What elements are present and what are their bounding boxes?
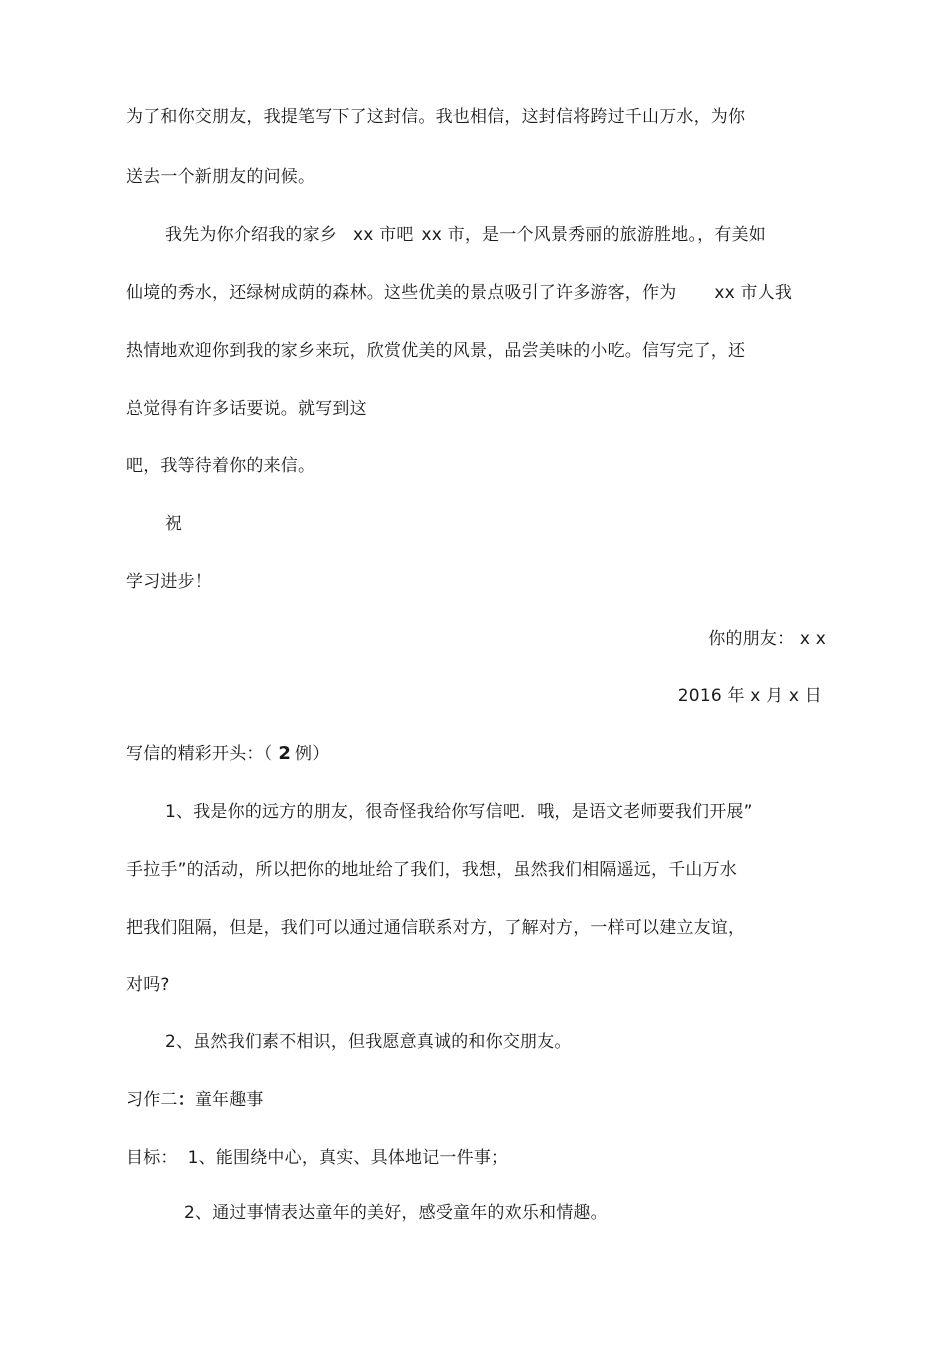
letter-paragraph-2-line-1 bbox=[165, 224, 766, 246]
intro-text: 我先为你介绍我的家乡 bbox=[165, 225, 337, 245]
exercise-2-goal-1 bbox=[126, 1147, 508, 1169]
opening-example-1-line-4: 对吗? bbox=[126, 975, 170, 995]
opening-example-1-line-2: 手拉手”的活动，所以把你的地址给了我们，我想，虽然我们相隔遥远，千山万水 bbox=[126, 860, 738, 880]
goal-1-text: 1、能围绕中心，真实、具体地记一件事； bbox=[187, 1148, 509, 1168]
letter-paragraph-2-line-3: 热情地欢迎你到我的家乡来玩，欣赏优美的风景，品尝美味的小吃。信写完了，还 bbox=[126, 341, 746, 361]
exercise-2-goal-2: 2、通过事情表达童年的美好，感受童年的欢乐和情趣。 bbox=[184, 1203, 608, 1223]
openings-heading-suffix: 例） bbox=[295, 744, 330, 764]
openings-heading bbox=[126, 743, 329, 765]
exercise-2-title bbox=[126, 1089, 264, 1111]
openings-count: 2 bbox=[278, 743, 292, 764]
letter-signature: 你的朋友： x x bbox=[708, 629, 826, 649]
openings-heading-text: 写信的精彩开头：（ bbox=[126, 744, 273, 764]
letter-wish-body: 学习进步！ bbox=[126, 572, 212, 592]
city-name: xx 市吧 bbox=[353, 225, 414, 245]
exercise-2-label: 习作二 bbox=[126, 1090, 178, 1110]
letter-paragraph-1-line-1: 为了和你交朋友，我提笔写下了这封信。我也相信，这封信将跨过千山万水，为你 bbox=[126, 107, 746, 127]
opening-example-2: 2、虽然我们素不相识，但我愿意真诚的和你交朋友。 bbox=[165, 1032, 572, 1052]
letter-paragraph-1-line-2: 送去一个新朋友的问候。 bbox=[126, 167, 316, 187]
letter-paragraph-2-line-4: 总觉得有许多话要说。就写到这 bbox=[126, 399, 367, 419]
letter-date: 2016 年 x 月 x 日 bbox=[677, 686, 822, 706]
letter-paragraph-2-line-2 bbox=[126, 282, 792, 304]
exercise-2-topic: 童年趣事 bbox=[194, 1090, 264, 1110]
city-resident-text: xx 市人我 bbox=[714, 283, 793, 303]
city-description: xx 市，是一个风景秀丽的旅游胜地。，有美如 bbox=[421, 225, 766, 245]
letter-wish: 祝 bbox=[165, 514, 183, 534]
opening-example-1-line-1: 1、我是你的远方的朋友，很奇怪我给你写信吧．哦，是语文老师要我们开展” bbox=[165, 802, 753, 822]
opening-example-1-line-3: 把我们阻隔，但是，我们可以通过通信联系对方，了解对方，一样可以建立友谊， bbox=[126, 918, 746, 938]
scenery-text: 仙境的秀水，还绿树成荫的森林。这些优美的景点吸引了许多游客，作为 bbox=[126, 283, 677, 303]
goal-label: 目标： bbox=[126, 1148, 178, 1168]
exercise-2-colon: ： bbox=[177, 1090, 195, 1110]
letter-paragraph-2-line-5: 吧，我等待着你的来信。 bbox=[126, 456, 316, 476]
